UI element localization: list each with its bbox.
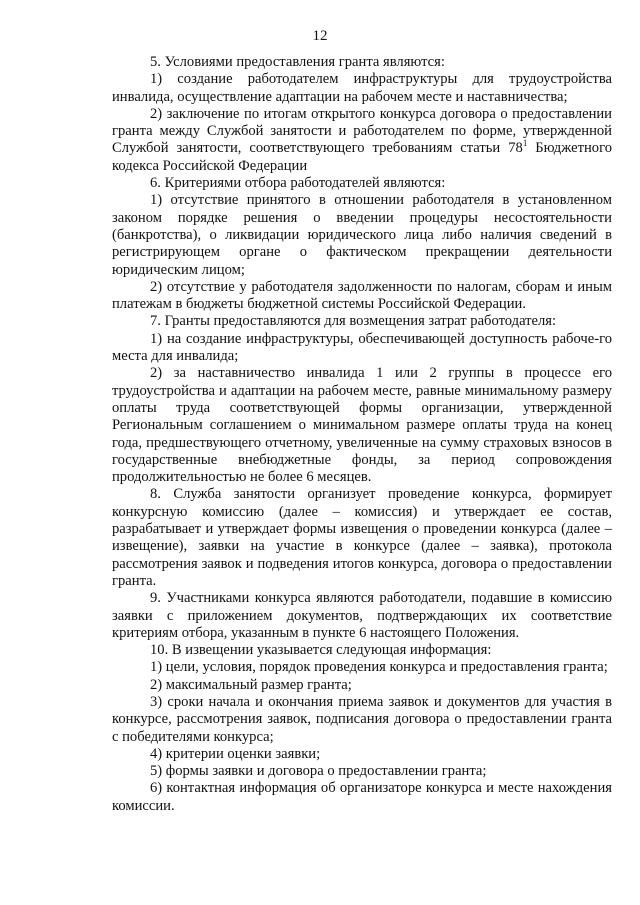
paragraph-5-heading: 5. Условиями предоставления гранта являются: [150, 54, 445, 70]
document-body [112, 54, 612, 815]
paragraph-10-item-1: 1) цели, условия, порядок проведения конкурса и предоставления гранта; [150, 659, 608, 676]
paragraph-5-item-2-text: 2) заключение по итогам открытого конкурса договора о предоставлении гранта между Службой занятости и работодателем по форме, утвержденной Службой занятости, соответствующего требованиям статьи [112, 105, 612, 157]
paragraph-5-item-2 [112, 106, 612, 175]
paragraph-9: 9. Участниками конкурса являются работодатели, подавшие в комиссию заявки с приложением документов, подтверждающих их соответствие критериям отбора, указанным в пункте 6 настоящего Положения. [112, 590, 612, 641]
paragraph-6-item-1: 1) отсутствие принятого в отношении работодателя в установленном законом порядке решения о введении процедуры несостоятельности (банкротства), о ликвидации юридического лица либо наличия сведений в регистрирующем органе о фактическом прекращении деятельности юридическим лицом; [112, 192, 612, 278]
paragraph-10-item-3: 3) сроки начала и окончания приема заявок и документов для участия в конкурсе, рассмотрения заявок, подписания договора о предоставлении гранта с победителями конкурса; [112, 693, 612, 745]
paragraph-7-item-2: 2) за наставничество инвалида 1 или 2 группы в процессе его трудоустройства и адаптации на рабочем месте, равные минимальному размеру оплаты труда соответствующей формы организации, утвержденной Региональным соглашением о минимальном размере оплаты труда на конец года, предшествующего отчетному, увеличенные на сумму страховых взносов в государственные внебюджетные фонды, за период сопровождения продолжительностью не более 6 месяцев. [112, 365, 612, 486]
paragraph-10-item-5: 5) формы заявки и договора о предоставлении гранта; [150, 763, 487, 780]
paragraph-6-heading: 6. Критериями отбора работодателей являются: [150, 175, 446, 192]
paragraph-10-item-6: 6) контактная информация об организаторе конкурса и месте нахождения комиссии. [112, 780, 612, 814]
paragraph-10-heading: 10. В извещении указывается следующая информация: [150, 642, 492, 659]
paragraph-7-heading: 7. Гранты предоставляются для возмещения затрат работодателя: [150, 313, 557, 330]
article-text: Бюджетного кодекса Российской Федерации [112, 140, 613, 174]
paragraph-6-item-2: 2) отсутствие у работодателя задолженности по налогам, сборам и иным платежам в бюджеты бюджетной системы Российской Федерации. [112, 278, 612, 313]
paragraph-10-item-2: 2) максимальный размер гранта; [150, 676, 352, 693]
paragraph-10-item-4: 4) критерии оценки заявки; [150, 745, 321, 762]
paragraph-8: 8. Служба занятости организует проведение конкурса, формирует конкурсную комиссию (далее – комиссия) и утверждает ее состав, разрабатывает и утверждает формы извещения о проведении конкурса (далее – извещение), заявки на участие в конкурсе (далее – заявка), протокола рассмотрения заявок и подведения итогов конкурса, договора о предоставлении гранта. [112, 486, 612, 589]
article-number: 78 [508, 140, 523, 157]
paragraph-5-item-1: 1) создание работодателем инфраструктуры для трудоустройства инвалида, осуществление адаптации на рабочем месте и наставничества; [112, 71, 612, 105]
article-superscript: 1 [522, 138, 528, 149]
page-number: 12 [312, 28, 328, 44]
paragraph-7-item-1: 1) на создание инфраструктуры, обеспечивающей доступность рабоче-го места для инвалида; [112, 330, 612, 365]
